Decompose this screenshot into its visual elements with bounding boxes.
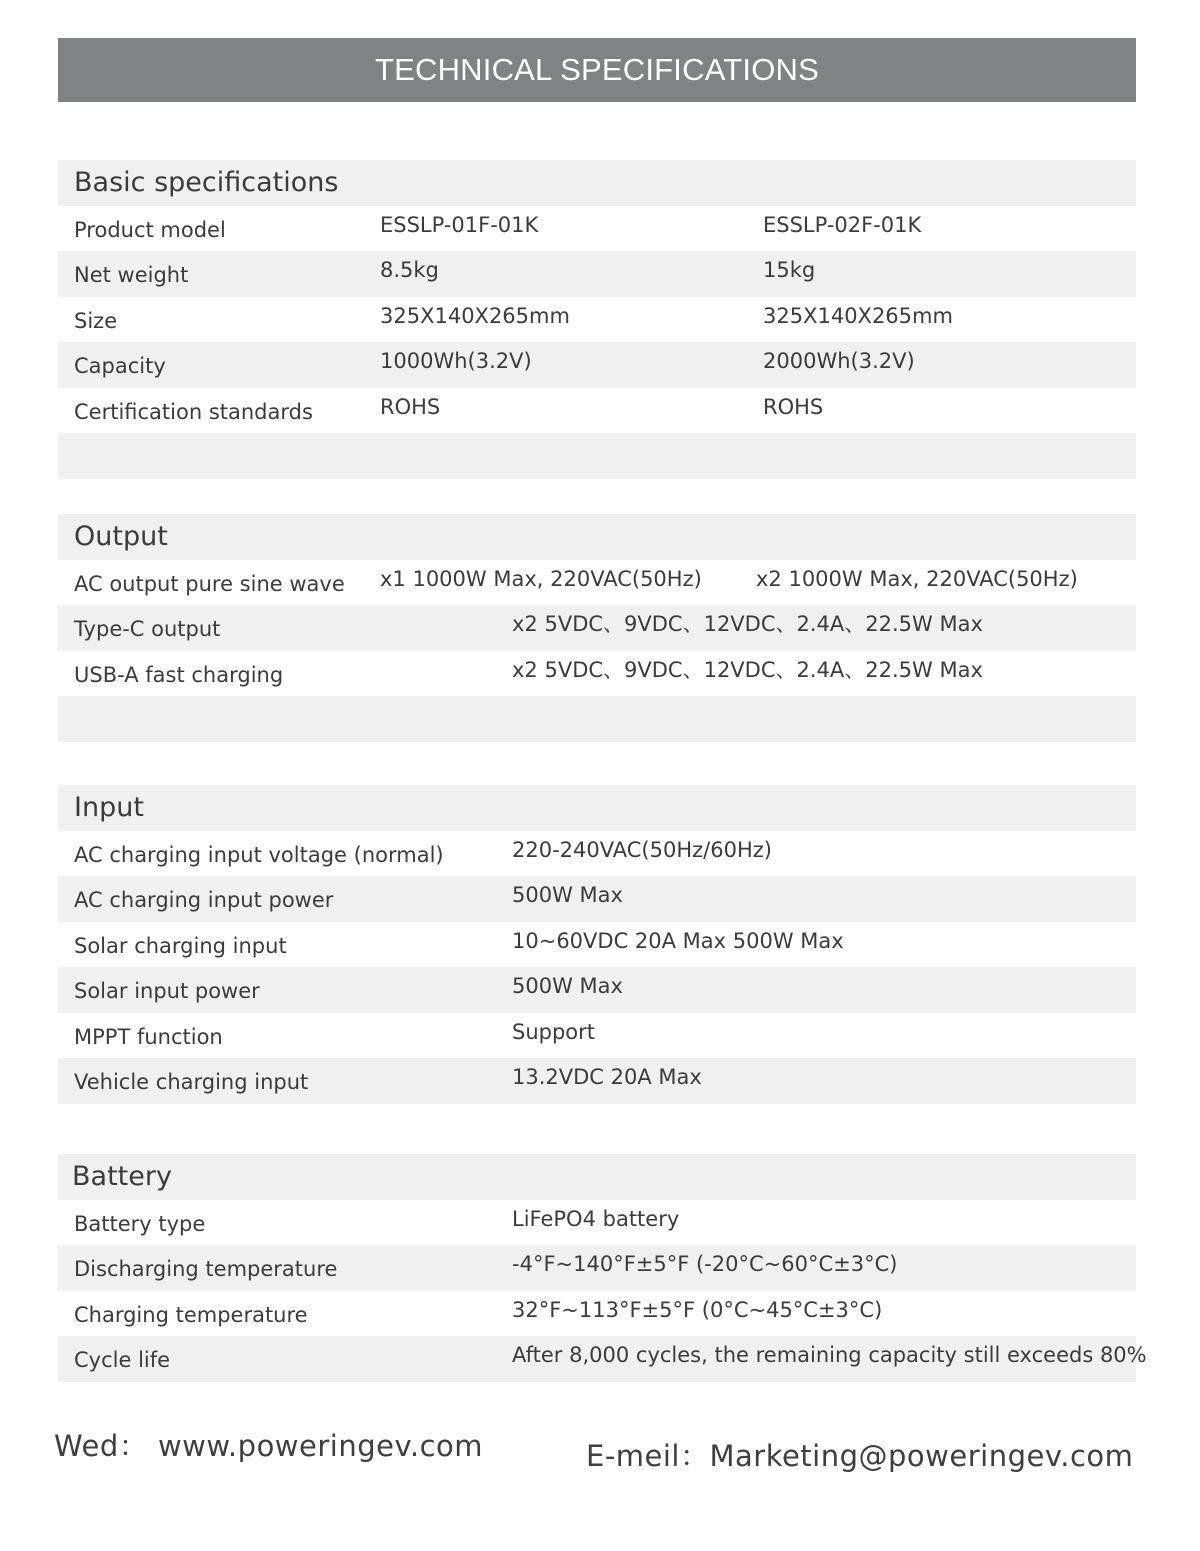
section-heading: Output xyxy=(74,521,168,552)
spec-row xyxy=(58,342,1136,388)
spec-label: Solar charging input xyxy=(74,933,287,958)
spec-row xyxy=(58,251,1136,297)
basic-specifications-section xyxy=(58,160,1136,479)
spec-value-model-1: x1 1000W Max, 220VAC(50Hz) xyxy=(380,566,702,591)
spec-value-model-2: 2000Wh(3.2V) xyxy=(763,349,915,373)
spec-value-model-2: ESSLP-02F-01K xyxy=(763,212,922,237)
battery-section xyxy=(58,1154,1147,1382)
spec-label: AC charging input voltage (normal) xyxy=(74,842,444,867)
spec-row xyxy=(58,1245,1136,1291)
spec-row xyxy=(58,651,1136,697)
section-heading-row xyxy=(58,160,1136,206)
spec-row xyxy=(58,1291,1136,1337)
spec-value-model-2: 325X140X265mm xyxy=(763,303,953,328)
section-heading-row xyxy=(58,1154,1136,1200)
spec-label: Vehicle charging input xyxy=(74,1070,309,1094)
spec-label: AC charging input power xyxy=(74,888,334,912)
spec-label: Solar input power xyxy=(74,979,260,1003)
spec-value: After 8,000 cycles, the remaining capacity still exceeds 80% xyxy=(512,1343,1147,1367)
section-heading-row xyxy=(58,514,1136,560)
spec-value-model-1: ESSLP-01F-01K xyxy=(380,212,539,237)
spec-row xyxy=(58,297,1136,343)
spec-value: LiFePO4 battery xyxy=(512,1206,680,1231)
spec-label: Cycle life xyxy=(74,1348,171,1372)
spec-label: Certification standards xyxy=(74,399,313,424)
spec-value: -4°F~140°F±5°F (-20°C~60°C±3°C) xyxy=(512,1252,898,1276)
spec-value-model-1: ROHS xyxy=(380,394,441,419)
spec-row xyxy=(58,1336,1147,1382)
spec-row xyxy=(58,967,1136,1013)
output-section xyxy=(58,514,1136,742)
spec-value: 500W Max xyxy=(512,974,623,998)
spec-label: Capacity xyxy=(74,354,166,378)
spec-value: x2 5VDC、9VDC、12VDC、2.4A、22.5W Max xyxy=(512,612,983,636)
email-link[interactable]: E-meil：Marketing@poweringev.com xyxy=(586,1439,1134,1473)
spec-value: 13.2VDC 20A Max xyxy=(512,1065,702,1089)
spec-value-model-1: 8.5kg xyxy=(380,258,439,282)
spec-value-model-1: 1000Wh(3.2V) xyxy=(380,349,532,373)
spec-label: Discharging temperature xyxy=(74,1257,338,1281)
spec-row xyxy=(58,388,1136,434)
website-link[interactable]: Wed： www.poweringev.com xyxy=(54,1429,484,1463)
spec-value: 10~60VDC 20A Max 500W Max xyxy=(512,928,844,953)
spec-row xyxy=(58,1200,1136,1246)
spec-label: Type-C output xyxy=(74,617,221,641)
spacer-row xyxy=(58,433,1136,479)
spec-value: 220-240VAC(50Hz/60Hz) xyxy=(512,837,772,862)
spec-row xyxy=(58,560,1136,606)
spec-row xyxy=(58,1013,1136,1059)
spec-label: Product model xyxy=(74,217,226,242)
spec-label: USB-A fast charging xyxy=(74,662,284,687)
spec-value-model-1: 325X140X265mm xyxy=(380,303,570,328)
spec-row xyxy=(58,831,1136,877)
spec-value-model-2: 15kg xyxy=(763,258,816,282)
spec-row xyxy=(58,206,1136,252)
spec-value-model-2: ROHS xyxy=(763,394,824,419)
spec-label: Charging temperature xyxy=(74,1302,308,1327)
spec-label: Battery type xyxy=(74,1211,206,1236)
spec-row xyxy=(58,1058,1136,1104)
spec-label: MPPT function xyxy=(74,1024,223,1049)
spec-row xyxy=(58,876,1136,922)
section-heading: Basic specifications xyxy=(74,167,339,198)
spec-row xyxy=(58,605,1136,651)
input-section xyxy=(58,785,1136,1104)
spec-label: Net weight xyxy=(74,263,189,287)
spec-label: AC output pure sine wave xyxy=(74,571,345,596)
section-heading: Battery xyxy=(72,1161,172,1192)
spec-value: Support xyxy=(512,1019,596,1044)
spec-value: 500W Max xyxy=(512,883,623,907)
spec-row xyxy=(58,922,1136,968)
section-heading-row xyxy=(58,785,1136,831)
spec-value: x2 5VDC、9VDC、12VDC、2.4A、22.5W Max xyxy=(512,657,983,682)
spacer-row xyxy=(58,696,1136,742)
spec-value: 32°F~113°F±5°F (0°C~45°C±3°C) xyxy=(512,1297,883,1322)
spec-value-model-2: x2 1000W Max, 220VAC(50Hz) xyxy=(756,566,1078,591)
section-heading: Input xyxy=(74,792,144,823)
spec-label: Size xyxy=(74,308,118,333)
page-title: TECHNICAL SPECIFICATIONS xyxy=(58,38,1136,102)
